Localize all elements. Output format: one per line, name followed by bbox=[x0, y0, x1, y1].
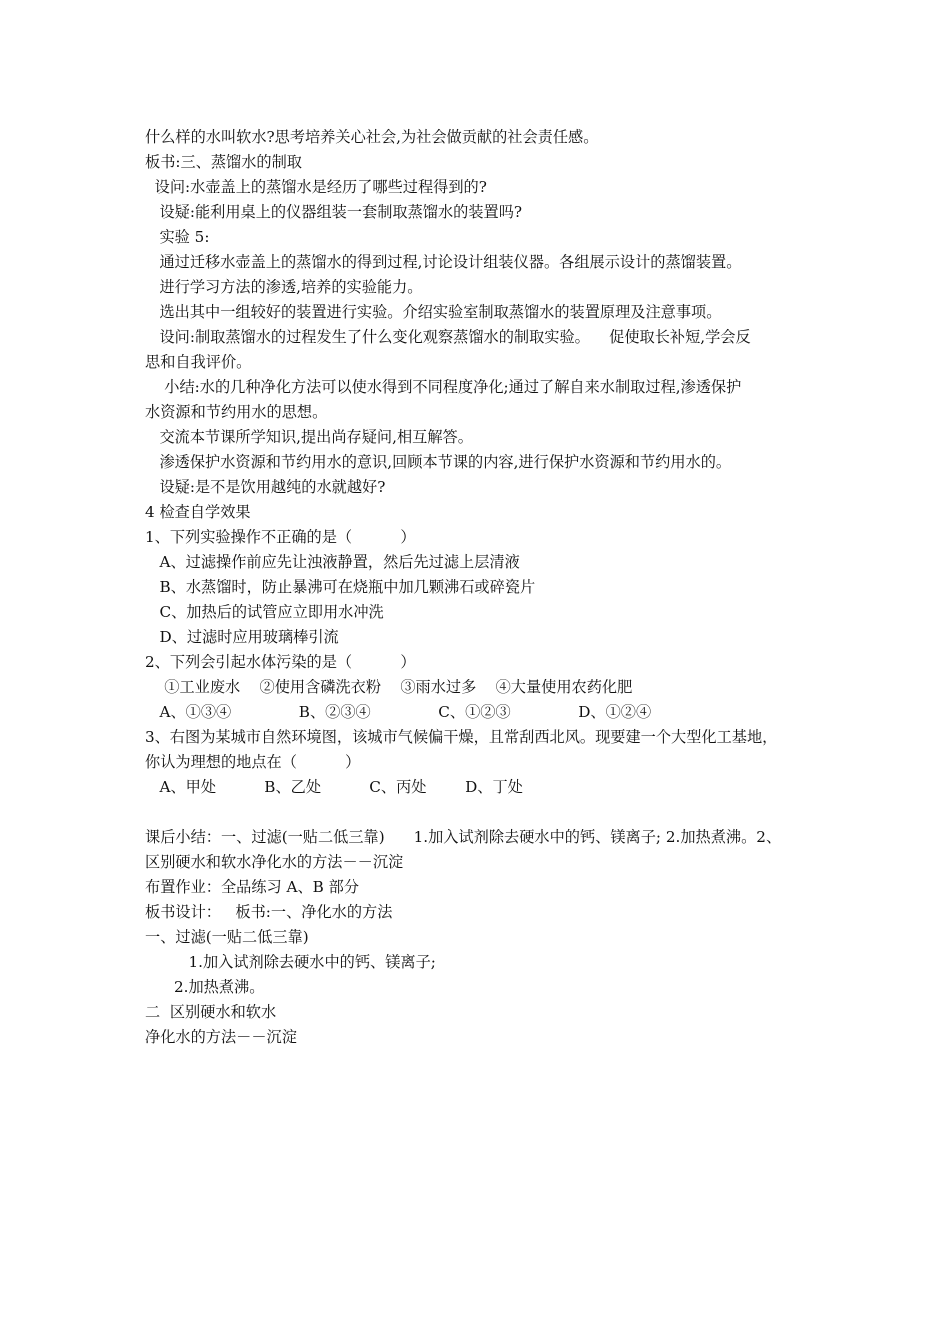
text-line: 小结:水的几种净化方法可以使水得到不同程度净化;通过了解自来水制取过程,渗透保护 bbox=[145, 378, 742, 396]
question-1-option-b: B、水蒸馏时，防止暴沸可在烧瓶中加几颗沸石或碎瓷片 bbox=[145, 578, 536, 596]
text-line: 板书:三、蒸馏水的制取 bbox=[145, 153, 302, 171]
question-1-option-a: A、过滤操作前应先让浊液静置，然后先过滤上层清液 bbox=[145, 553, 520, 571]
question-2-items: ①工业废水 ②使用含磷洗衣粉 ③雨水过多 ④大量使用农药化肥 bbox=[145, 678, 633, 696]
summary-line: 课后小结：一、过滤(一贴二低三靠) 1.加入试剂除去硬水中的钙、镁离子; 2.加热煮沸。2、 bbox=[145, 828, 782, 846]
question-1-option-c: C、加热后的试管应立即用水冲洗 bbox=[145, 603, 384, 621]
question-1: 1、下列实验操作不正确的是（ ） bbox=[145, 528, 416, 546]
text-line: 选出其中一组较好的装置进行实验。介绍实验室制取蒸馏水的装置原理及注意事项。 bbox=[145, 303, 722, 321]
board-design-item: 1.加入试剂除去硬水中的钙、镁离子; bbox=[145, 953, 436, 971]
board-design-line: 板书设计： 板书:一、净化水的方法 bbox=[145, 903, 393, 921]
text-line: 进行学习方法的渗透,培养的实验能力。 bbox=[145, 278, 423, 296]
question-1-option-d: D、过滤时应用玻璃棒引流 bbox=[145, 628, 339, 646]
question-3: 3、右图为某城市自然环境图，该城市气候偏干燥，且常刮西北风。现要建一个大型化工基地， bbox=[145, 728, 778, 746]
summary-line: 区别硬水和软水净化水的方法－－沉淀 bbox=[145, 853, 404, 871]
question-3-options: A、甲处 B、乙处 C、丙处 D、丁处 bbox=[145, 778, 523, 796]
text-line: 渗透保护水资源和节约用水的意识,回顾本节课的内容,进行保护水资源和节约用水的。 bbox=[145, 453, 732, 471]
board-design-item: 二 区别硬水和软水 bbox=[145, 1003, 277, 1021]
homework-line: 布置作业：全品练习 A、B 部分 bbox=[145, 878, 360, 896]
text-line: 设疑:能利用桌上的仪器组装一套制取蒸馏水的装置吗? bbox=[145, 203, 523, 221]
board-design-item: 净化水的方法－－沉淀 bbox=[145, 1028, 297, 1046]
text-line: 什么样的水叫软水?思考培养关心社会,为社会做贡献的社会责任感。 bbox=[145, 128, 599, 146]
text-line: 水资源和节约用水的思想。 bbox=[145, 403, 328, 421]
text-line: 设疑:是不是饮用越纯的水就越好? bbox=[145, 478, 386, 496]
text-line: 交流本节课所学知识,提出尚存疑问,相互解答。 bbox=[145, 428, 473, 446]
question-2: 2、下列会引起水体污染的是（ ） bbox=[145, 653, 416, 671]
text-line: 思和自我评价。 bbox=[145, 353, 252, 371]
question-2-options: A、①③④ B、②③④ C、①②③ D、①②④ bbox=[145, 703, 652, 721]
question-3-continued: 你认为理想的地点在（ ） bbox=[145, 753, 361, 771]
section-heading: 4 检查自学效果 bbox=[145, 503, 251, 521]
text-line: 设问:制取蒸馏水的过程发生了什么变化观察蒸馏水的制取实验。 促使取长补短,学会反 bbox=[145, 328, 751, 346]
board-design-item: 2.加热煮沸。 bbox=[145, 978, 265, 996]
text-line: 实验 5: bbox=[145, 228, 210, 246]
board-design-item: 一、过滤(一贴二低三靠) bbox=[145, 928, 309, 946]
text-line: 设问:水壶盖上的蒸馏水是经历了哪些过程得到的? bbox=[145, 178, 487, 196]
text-line: 通过迁移水壶盖上的蒸馏水的得到过程,讨论设计组装仪器。各组展示设计的蒸馏装置。 bbox=[145, 253, 742, 271]
